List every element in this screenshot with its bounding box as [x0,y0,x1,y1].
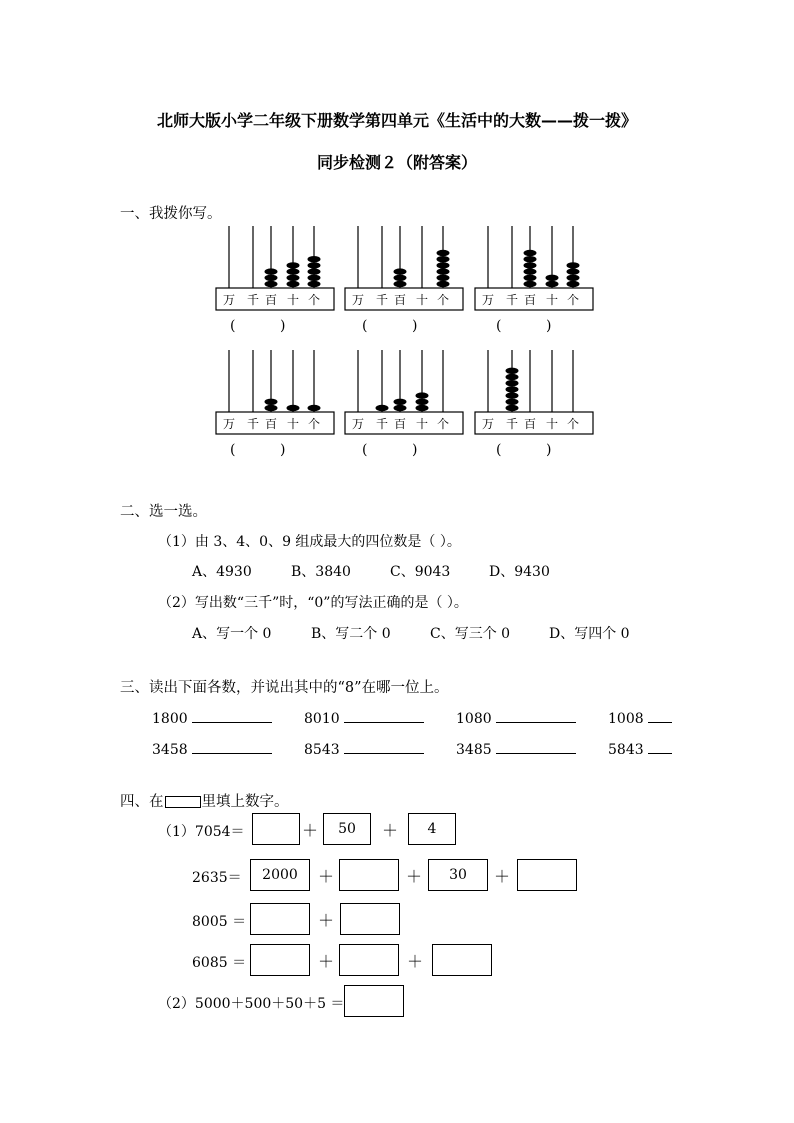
answer-box[interactable] [252,813,300,845]
number-3485: 3485 [456,742,492,758]
abacus-bead[interactable] [567,281,580,287]
number-5843: 5843 [608,742,644,758]
place-label: 个 [307,293,321,307]
place-label: 千 [375,293,389,307]
abacus-bead[interactable] [308,262,321,268]
answer-line[interactable] [648,708,672,723]
number-item [456,739,576,758]
abacus-bead[interactable] [437,281,450,287]
abacus-bead[interactable] [308,268,321,274]
abacus-bead[interactable] [394,268,407,274]
place-label: 个 [436,417,450,431]
number-3458: 3458 [152,742,188,758]
abacus-bead[interactable] [287,275,300,281]
answer-paren-4[interactable]: ( ) [230,442,286,458]
abacus-bead[interactable] [265,281,278,287]
page-title: 北师大版小学二年级下册数学第四单元《生活中的大数——拨一拨》 [156,111,637,130]
answer-box[interactable] [340,903,400,935]
abacus-bead[interactable] [506,399,519,405]
abacus-svg [214,350,354,440]
answer-box[interactable] [250,944,310,976]
abacus-bead[interactable] [287,262,300,268]
abacus-bead[interactable] [506,405,519,411]
answer-line[interactable] [192,739,272,754]
answer-line[interactable] [344,708,424,723]
abacus-bead[interactable] [287,281,300,287]
abacus-bead[interactable] [308,275,321,281]
plus-sign: ＋ [407,952,424,971]
option-2-2-c[interactable]: C、写三个 0 [430,626,511,642]
answer-box[interactable] [344,985,404,1017]
place-label: 百 [523,293,537,307]
abacus-bead[interactable] [567,275,580,281]
number-item [608,708,672,727]
place-label: 万 [351,417,365,431]
section4-heading-post: 里填上数字。 [201,794,289,810]
section2-heading: 二、选一选。 [120,504,207,520]
eq-7054-label: （1）7054＝ [158,824,245,840]
place-label: 十 [415,417,429,431]
abacus-bead[interactable] [437,275,450,281]
abacus-svg [473,226,613,316]
abacus-bead[interactable] [567,262,580,268]
number-item [304,708,424,727]
answer-box[interactable] [432,944,492,976]
abacus-bead[interactable] [506,368,519,374]
place-label: 百 [264,293,278,307]
abacus-5 [343,350,483,440]
abacus-bead[interactable] [394,399,407,405]
answer-line[interactable] [496,708,576,723]
abacus-6 [473,350,613,440]
number-1008: 1008 [608,711,644,727]
section4-heading-pre: 四、在 [120,794,164,810]
answer-paren-3[interactable]: ( ) [496,318,552,334]
place-label: 千 [246,417,260,431]
answer-paren-6[interactable]: ( ) [496,442,552,458]
abacus-bead[interactable] [524,262,537,268]
place-label: 十 [415,293,429,307]
answer-box-filled: 4 [408,813,456,845]
plus-sign: ＋ [406,867,423,886]
abacus-bead[interactable] [308,256,321,262]
eq-6085-label: 6085 ＝ [192,955,247,971]
eq-8005-label: 8005 ＝ [192,914,247,930]
number-item [608,739,672,758]
abacus-1 [214,226,354,316]
answer-box[interactable] [339,859,399,891]
abacus-bead[interactable] [546,275,559,281]
place-label: 百 [264,417,278,431]
option-2-2-b[interactable]: B、写二个 0 [311,626,391,642]
answer-line[interactable] [648,739,672,754]
box-symbol [165,796,201,808]
abacus-bead[interactable] [437,250,450,256]
place-label: 十 [545,417,559,431]
answer-box[interactable] [339,944,399,976]
place-label: 千 [375,417,389,431]
option-2-2-a[interactable]: A、写一个 0 [192,626,272,642]
place-label: 个 [307,417,321,431]
answer-box-filled: 30 [428,859,488,891]
abacus-bead[interactable] [437,256,450,262]
eq-2635-label: 2635＝ [192,870,242,886]
plus-sign: ＋ [382,821,399,840]
place-label: 千 [246,293,260,307]
answer-box-filled: 50 [323,813,371,845]
place-label: 十 [545,293,559,307]
abacus-bead[interactable] [416,405,429,411]
abacus-bead[interactable] [394,405,407,411]
abacus-bead[interactable] [567,268,580,274]
abacus-svg [343,226,483,316]
abacus-svg [473,350,613,440]
plus-sign: ＋ [302,821,319,840]
plus-sign: ＋ [494,867,511,886]
abacus-bead[interactable] [287,268,300,274]
place-label: 千 [505,293,519,307]
abacus-bead[interactable] [308,281,321,287]
abacus-bead[interactable] [376,405,389,411]
place-label: 万 [222,417,236,431]
option-2-1-a[interactable]: A、4930 [192,564,252,580]
page-subtitle: 同步检测２（附答案） [316,153,477,172]
plus-sign: ＋ [318,867,335,886]
abacus-bead[interactable] [546,281,559,287]
section4-heading [120,790,289,811]
question-2-1: （1）由 3、4、0、9 组成最大的四位数是（ ）。 [158,534,461,550]
abacus-bead[interactable] [416,399,429,405]
abacus-bead[interactable] [506,380,519,386]
abacus-bead[interactable] [506,374,519,380]
option-2-1-c[interactable]: C、9043 [390,564,451,580]
number-8010: 8010 [304,711,340,727]
abacus-bead[interactable] [524,275,537,281]
abacus-svg [343,350,483,440]
abacus-bead[interactable] [437,268,450,274]
answer-paren-5[interactable]: ( ) [362,442,418,458]
abacus-bead[interactable] [394,281,407,287]
abacus-bead[interactable] [416,392,429,398]
place-label: 个 [566,293,580,307]
abacus-2 [343,226,483,316]
number-1080: 1080 [456,711,492,727]
abacus-bead[interactable] [506,386,519,392]
eq-sum-label: （2）5000＋500＋50＋5 ＝ [158,996,345,1012]
abacus-bead[interactable] [287,405,300,411]
abacus-bead[interactable] [394,275,407,281]
abacus-svg [214,226,354,316]
answer-line[interactable] [192,708,272,723]
answer-paren-1[interactable]: ( ) [230,318,286,334]
number-item [152,739,272,758]
place-label: 百 [393,293,407,307]
plus-sign: ＋ [318,911,335,930]
option-2-2-d[interactable]: D、写四个 0 [549,626,630,642]
abacus-4 [214,350,354,440]
abacus-bead[interactable] [524,281,537,287]
place-label: 个 [436,293,450,307]
abacus-bead[interactable] [524,268,537,274]
place-label: 万 [222,293,236,307]
option-2-1-d[interactable]: D、9430 [489,564,550,580]
abacus-bead[interactable] [437,262,450,268]
abacus-bead[interactable] [265,399,278,405]
number-1800: 1800 [152,711,188,727]
question-2-2: （2）写出数“三千”时，“0”的写法正确的是（ ）。 [158,595,468,611]
place-label: 个 [566,417,580,431]
place-label: 千 [505,417,519,431]
place-label: 十 [286,417,300,431]
abacus-bead[interactable] [524,256,537,262]
abacus-bead[interactable] [265,275,278,281]
abacus-bead[interactable] [308,405,321,411]
plus-sign: ＋ [318,952,335,971]
answer-box-filled: 2000 [250,859,310,891]
place-label: 十 [286,293,300,307]
answer-box[interactable] [250,903,310,935]
place-label: 万 [481,417,495,431]
answer-line[interactable] [496,739,576,754]
abacus-bead[interactable] [265,405,278,411]
abacus-bead[interactable] [506,392,519,398]
abacus-bead[interactable] [524,250,537,256]
place-label: 万 [481,293,495,307]
abacus-3 [473,226,613,316]
place-label: 万 [351,293,365,307]
place-label: 百 [523,417,537,431]
section3-heading: 三、读出下面各数，并说出其中的“8”在哪一位上。 [120,680,449,696]
number-8543: 8543 [304,742,340,758]
section1-heading: 一、我拨你写。 [120,206,222,222]
number-item [152,708,272,727]
abacus-bead[interactable] [265,268,278,274]
option-2-1-b[interactable]: B、3840 [291,564,351,580]
answer-paren-2[interactable]: ( ) [362,318,418,334]
number-item [304,739,424,758]
number-item [456,708,576,727]
answer-line[interactable] [344,739,424,754]
place-label: 百 [393,417,407,431]
answer-box[interactable] [517,859,577,891]
